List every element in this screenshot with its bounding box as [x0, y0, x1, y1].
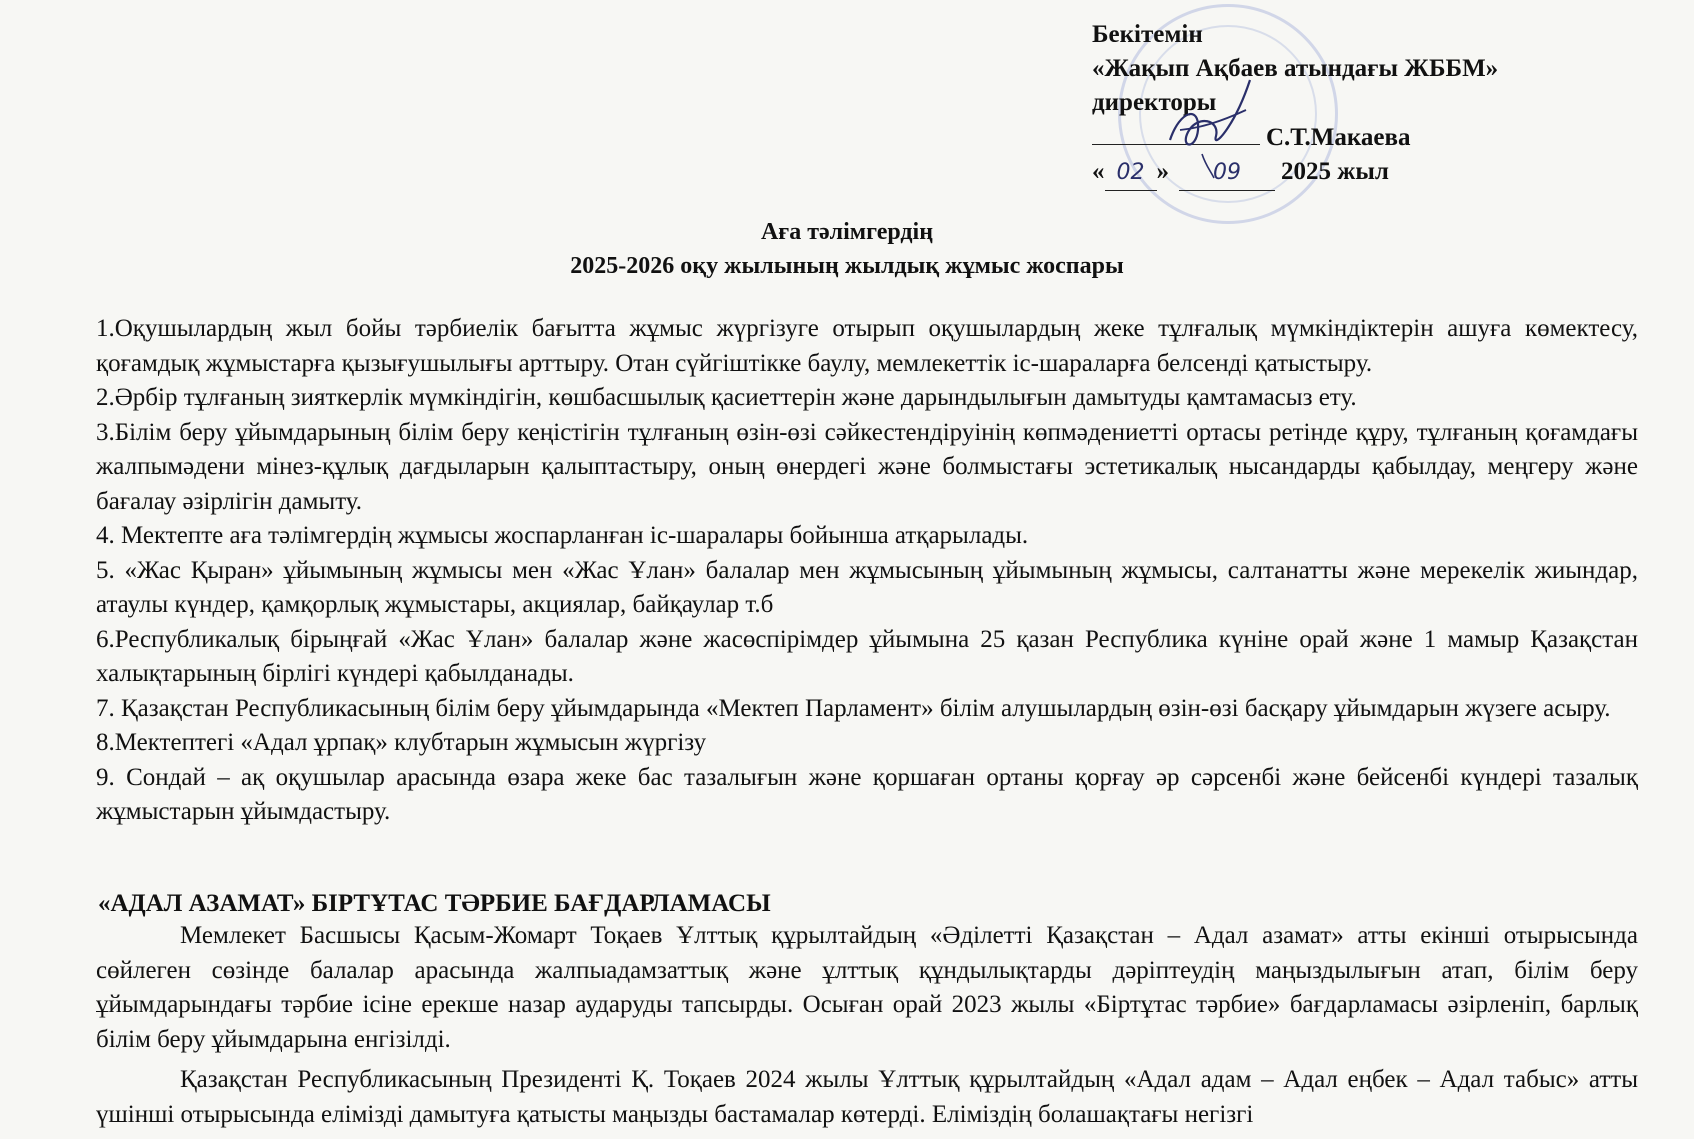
plan-item: 8.Мектептегі «Адал ұрпақ» клубтарын жұмысын жүргізу [96, 729, 707, 756]
date-month: 09 [1179, 156, 1275, 191]
signatory-name: С.Т.Макаева [1266, 124, 1411, 151]
approval-line-1: Бекітемін [1092, 21, 1203, 48]
plan-item: 2.Әрбір тұлғаның зияткерлік мүмкіндігін, көшбасшылық қасиеттерін және дарындылығын дамытуды қамтамасыз ету. [96, 384, 1357, 411]
handwritten-signature-icon [1150, 70, 1260, 180]
plan-item: 3.Білім беру ұйымдарының білім беру кеңістігін тұлғаның өзін-өзі сәйкестендіруінің көпмәдениетті ортасы ретінде құру, тұлғаның қоғамдағы жалпымәдени мінез-құлық дағдыларын қалыптастыру, оның өнердегі және болмыстағы эстетикалық нысандарды қабылдау, меңгеру және бағалау әзірлігін дамыту. [96, 418, 1638, 515]
plan-item: 7. Қазақстан Республикасының білім беру ұйымдарында «Мектеп Парламент» білім алушылардың өзін-өзі басқару ұйымдарын жүзеге асыру. [96, 694, 1611, 722]
plan-items [96, 312, 1638, 830]
section-body [96, 919, 1638, 1138]
date-day: 02 [1105, 156, 1157, 191]
date-open-quote: « [1092, 158, 1105, 185]
plan-item: 1.Оқушылардың жыл бойы тәрбиелік бағытта жұмыс жүргізуге отырып оқушылардың жеке тұлғалық мүмкіндіктерін ашуға көмектесу, қоғамдық жұмыстарға қызығушылығы арттыру. Отан сүйгіштікке баулу, мемлекеттік іс-шараларға белсенді қатыстыру. [96, 315, 1638, 377]
plan-item: 6.Республикалық бірыңғай «Жас Ұлан» балалар және жасөспірімдер ұйымына 25 қазан Республика күніне орай және 1 мамыр Қазақстан халықтарының бірлігі күндері қабылданады. [96, 625, 1638, 687]
section-heading: «АДАЛ АЗАМАТ» БІРТҰТАС ТӘРБИЕ БАҒДАРЛАМАСЫ [98, 890, 771, 917]
title-line-1: Аға тәлімгердің [760, 219, 934, 245]
plan-item: 5. «Жас Қыран» ұйымының жұмысы мен «Жас Ұлан» балалар мен жұмысының ұйымының жұмысы, салтанатты және мерекелік жиындар, атаулы күндер, қамқорлық жұмыстары, акциялар, байқаулар т.б [96, 556, 1638, 618]
document-title [0, 215, 1694, 283]
body-paragraph: Мемлекет Басшысы Қасым-Жомарт Тоқаев Ұлттық құрылтайдың «Әділетті Қазақстан – Адал азамат» атты екінші отырысында сөйлеген сөзінде балалар арасында жалпыадамзаттық және ұлттық құндылықтарды дәріптеудің маңыздылығын атап, білім беру ұйымдарындағы тәрбие ісіне ерекше назар аударуды тапсырды. Осыған орай 2023 жылы «Біртұтас тәрбие» бағдарламасы әзірленіп, барлық білім беру ұйымдарына енгізілді. [96, 922, 1638, 1053]
date-close-quote: » [1156, 158, 1169, 185]
body-paragraph: Қазақстан Республикасының Президенті Қ. Тоқаев 2024 жылы Ұлттық құрылтайдың «Адал адам – Адал еңбек – Адал табыс» атты үшінші отырысында елімізді дамытуға қатысты маңызды бастамалар көтерді. Еліміздің болашақтағы негізгі [96, 1066, 1638, 1128]
approval-line-2: «Жақып Ақбаев атындағы ЖББМ» [1092, 55, 1499, 82]
title-line-2: 2025-2026 оқу жылының жылдық жұмыс жоспары [570, 253, 1124, 279]
approval-line-3: директоры [1092, 89, 1217, 116]
date-year: 2025 жыл [1281, 158, 1389, 185]
plan-item: 9. Сондай – ақ оқушылар арасында өзара жеке бас тазалығын және қоршаған ортаны қорғау әр сәрсенбі және бейсенбі күндері тазалық жұмыстарын ұйымдастыру. [96, 763, 1638, 825]
plan-item: 4. Мектепте аға тәлімгердің жұмысы жоспарланған іс-шаралары бойынша атқарылады. [96, 522, 1029, 549]
